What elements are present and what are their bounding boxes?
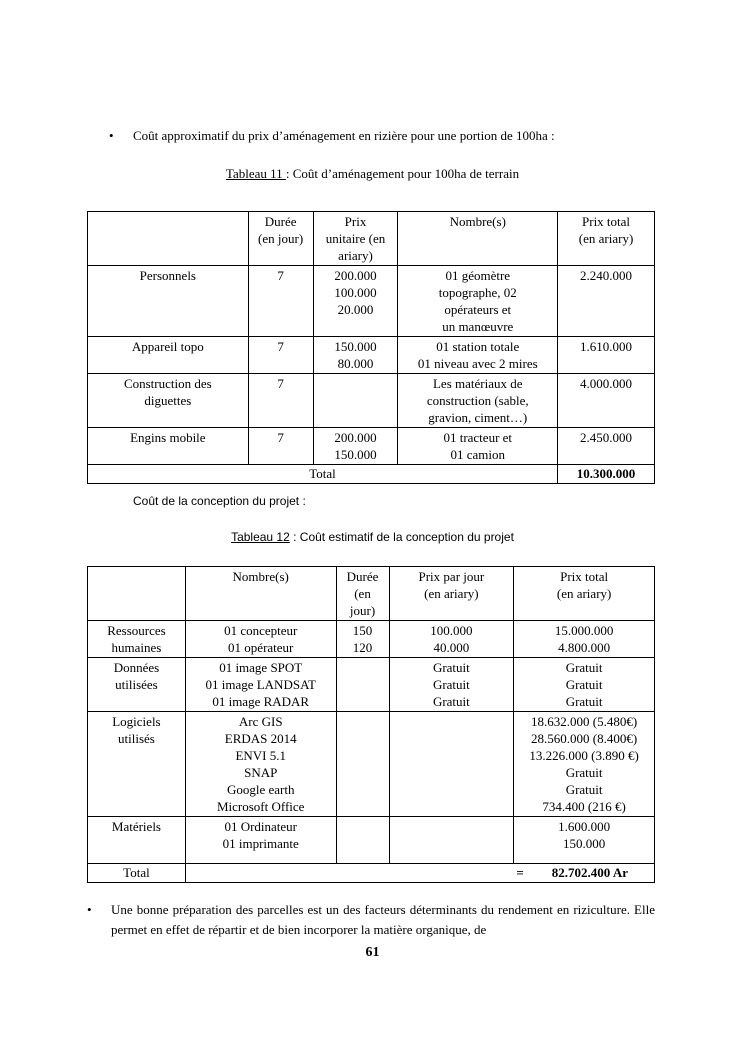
row-duree: 7	[248, 374, 313, 428]
bullet-icon: •	[87, 902, 92, 917]
table12-caption-text: : Coût estimatif de la conception du projet	[289, 530, 514, 544]
table11-caption-label: Tableau 11	[225, 166, 286, 181]
row-prix-jour	[389, 817, 514, 864]
row-total: 2.240.000	[558, 266, 655, 337]
table12-caption	[0, 530, 745, 544]
row-total: 4.000.000	[558, 374, 655, 428]
total-value-cell	[185, 864, 654, 883]
row-prix-jour: Gratuit Gratuit Gratuit	[389, 658, 514, 712]
table-header-prix-total: Prix total (en ariary)	[558, 212, 655, 266]
row-duree: 7	[248, 428, 313, 465]
table12	[87, 566, 655, 883]
row-nombre: 01 station totale 01 niveau avec 2 mires	[398, 337, 558, 374]
row-prix-jour: 100.000 40.000	[389, 621, 514, 658]
row-total: Gratuit Gratuit Gratuit	[514, 658, 655, 712]
total-label: Total	[88, 864, 186, 883]
closing-bullet-text: Une bonne préparation des parcelles est un des facteurs déterminants du rendement en riziculture. Elle permet en effet de répartir et de bien incorporer la matière organique, de	[111, 902, 655, 937]
row-label: Construction des diguettes	[88, 374, 249, 428]
row-nombre: 01 concepteur 01 opérateur	[185, 621, 336, 658]
row-duree: 150 120	[336, 621, 389, 658]
table-header-duree: Durée (en jour)	[248, 212, 313, 266]
table-header-nombre: Nombre(s)	[185, 567, 336, 621]
page-number: 61	[365, 945, 380, 960]
row-duree: 7	[248, 337, 313, 374]
row-label: Appareil topo	[88, 337, 249, 374]
table-header-prix-jour: Prix par jour (en ariary)	[389, 567, 514, 621]
table-cell	[88, 567, 186, 621]
total-equals: =	[516, 865, 524, 880]
table-row	[88, 212, 655, 266]
row-total: 1.600.000 150.000	[514, 817, 655, 864]
row-total: 1.610.000	[558, 337, 655, 374]
row-label: Engins mobile	[88, 428, 249, 465]
table-row	[88, 428, 655, 465]
row-duree: 7	[248, 266, 313, 337]
row-prix: 200.000 100.000 20.000	[313, 266, 398, 337]
table-row	[88, 337, 655, 374]
row-nombre: Arc GIS ERDAS 2014 ENVI 5.1 SNAP Google earth Microsoft Office	[185, 712, 336, 817]
table11-caption-text: : Coût d’aménagement pour 100ha de terrain	[285, 166, 520, 181]
row-nombre: 01 géomètre topographe, 02 opérateurs et un manœuvre	[398, 266, 558, 337]
closing-bullet	[87, 900, 655, 940]
row-prix-jour	[389, 712, 514, 817]
table-row	[88, 621, 655, 658]
table-row	[88, 658, 655, 712]
row-prix: 200.000 150.000	[313, 428, 398, 465]
row-total: 15.000.000 4.800.000	[514, 621, 655, 658]
row-nombre: 01 tracteur et 01 camion	[398, 428, 558, 465]
row-label: Données utilisées	[88, 658, 186, 712]
row-prix	[313, 374, 398, 428]
row-nombre: 01 Ordinateur 01 imprimante	[185, 817, 336, 864]
table11-caption	[0, 166, 745, 182]
row-duree	[336, 712, 389, 817]
bullet-icon: •	[109, 128, 114, 143]
table-row	[88, 712, 655, 817]
row-nombre: Les matériaux de construction (sable, gravion, ciment…)	[398, 374, 558, 428]
table-row	[88, 567, 655, 621]
row-total: 18.632.000 (5.480€) 28.560.000 (8.400€) 13.226.000 (3.890 €) Gratuit Gratuit 734.400 (216 €)	[514, 712, 655, 817]
row-label: Logiciels utilisés	[88, 712, 186, 817]
table-header-nombre: Nombre(s)	[398, 212, 558, 266]
row-label: Matériels	[88, 817, 186, 864]
row-prix: 150.000 80.000	[313, 337, 398, 374]
table-row	[88, 817, 655, 864]
table-cell	[88, 212, 249, 266]
intro-bullet-text: Coût approximatif du prix d’aménagement en rizière pour une portion de 100ha :	[133, 128, 555, 143]
table11	[87, 211, 655, 484]
table-total-row	[88, 864, 655, 883]
table-header-prix-unitaire: Prix unitaire (en ariary)	[313, 212, 398, 266]
table-row	[88, 266, 655, 337]
table-header-duree: Durée (en jour)	[336, 567, 389, 621]
row-total: 2.450.000	[558, 428, 655, 465]
total-value: 82.702.400 Ar	[551, 865, 628, 880]
row-nombre: 01 image SPOT 01 image LANDSAT 01 image RADAR	[185, 658, 336, 712]
table-header-prix-total: Prix total (en ariary)	[514, 567, 655, 621]
total-value: 10.300.000	[558, 465, 655, 484]
table-total-row	[88, 465, 655, 484]
row-duree	[336, 658, 389, 712]
total-label: Total	[88, 465, 558, 484]
row-duree	[336, 817, 389, 864]
section2-title: Coût de la conception du projet :	[133, 494, 306, 508]
row-label: Ressources humaines	[88, 621, 186, 658]
table-row	[88, 374, 655, 428]
table12-caption-label: Tableau 12	[231, 530, 290, 544]
row-label: Personnels	[88, 266, 249, 337]
